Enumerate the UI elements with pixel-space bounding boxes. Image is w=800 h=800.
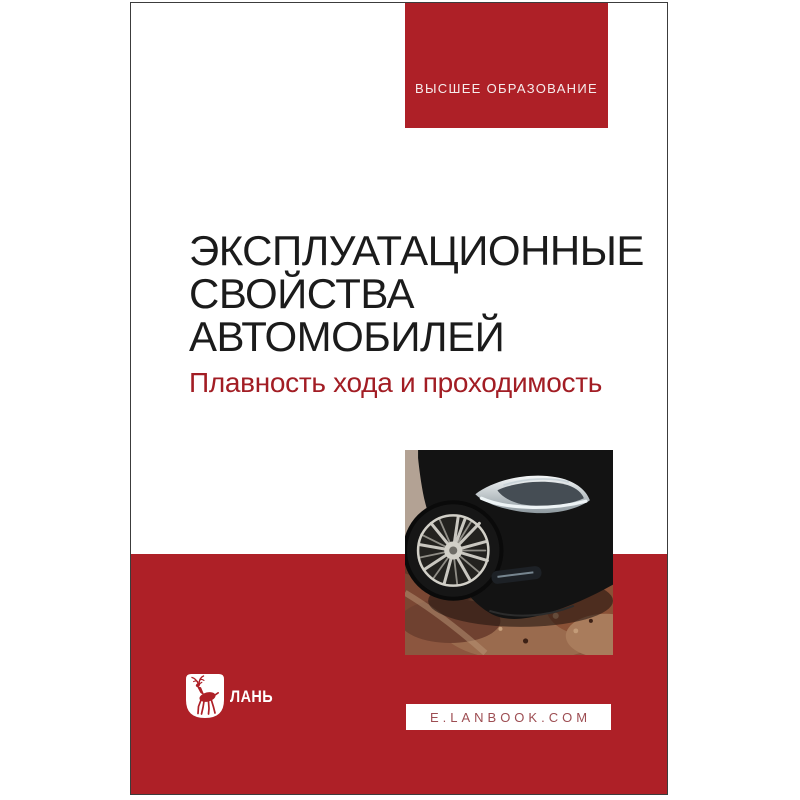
series-badge: [405, 3, 608, 128]
publisher-logo: [185, 673, 281, 721]
website-badge: [406, 704, 611, 730]
deer-shield-icon: [185, 673, 225, 721]
car-photo: [405, 450, 613, 655]
series-badge-label: ВЫСШЕЕ ОБРАЗОВАНИЕ: [415, 81, 598, 96]
publisher-name: ЛАНЬ: [230, 687, 274, 706]
book-title-line: СВОЙСТВА: [189, 270, 415, 317]
book-title-line: АВТОМОБИЛЕЙ: [189, 313, 505, 360]
website-label: E.LANBOOK.COM: [429, 709, 592, 725]
book-cover: [130, 2, 668, 795]
title-block: [189, 227, 644, 398]
book-subtitle: Плавность хода и проходимость: [189, 367, 603, 398]
book-title-line: ЭКСПЛУАТАЦИОННЫЕ: [189, 227, 644, 274]
car-photo-illustration: [405, 450, 613, 655]
